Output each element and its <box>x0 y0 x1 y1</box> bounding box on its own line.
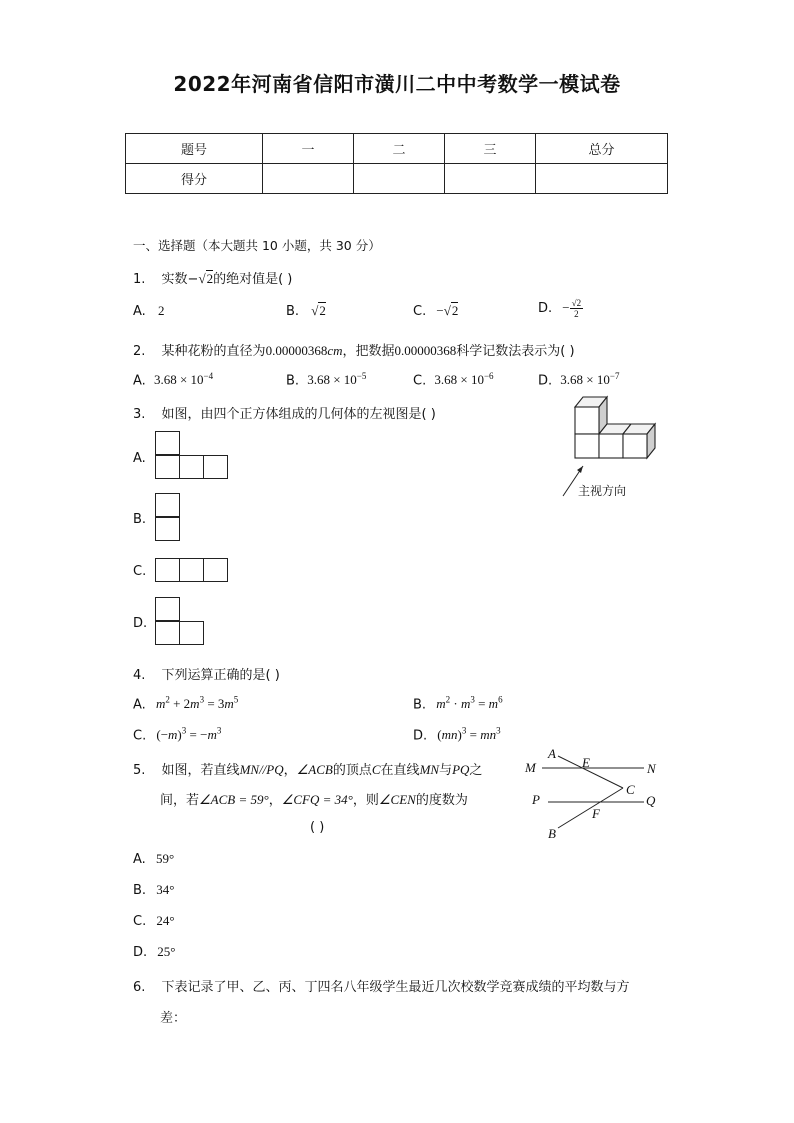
question-4 <box>133 664 280 683</box>
option-value: 3.68 × 10 <box>560 372 610 388</box>
label-m: M <box>525 760 536 775</box>
q2-option-a[interactable] <box>133 371 213 388</box>
question-text: 如图，若直线 <box>161 763 240 778</box>
option-label: A. <box>133 373 146 389</box>
q5-option-a[interactable] <box>133 851 174 867</box>
math-expr: MN//PQ <box>239 762 284 777</box>
math-expr: ∠CFQ = 34° <box>281 792 353 807</box>
option-value: 3.68 × 10 <box>307 372 357 388</box>
q2-option-c[interactable] <box>413 371 494 388</box>
q3-option-b-label[interactable]: B. <box>133 512 147 527</box>
option-label: C. <box>133 728 147 744</box>
q3-option-b-figure[interactable] <box>155 493 185 543</box>
question-text: ，把数据 <box>342 344 395 359</box>
score-header-cell: 三 <box>445 134 536 164</box>
q4-option-b[interactable]: B. $m^2 \cdot m^3 = m^6$ <box>413 695 503 713</box>
option-value: 2 <box>157 303 165 318</box>
option-label: B. <box>286 373 300 389</box>
question-number: 6. <box>133 980 146 995</box>
q2-option-b[interactable] <box>286 371 366 388</box>
question-6-line-1 <box>133 976 630 995</box>
question-5-line-2 <box>160 789 468 808</box>
option-label: D. <box>133 945 148 960</box>
exponent: −7 <box>609 371 620 381</box>
q3-option-d-figure[interactable] <box>155 597 210 647</box>
fraction-numerator: √2 <box>571 298 582 308</box>
q1-option-d[interactable] <box>538 298 583 319</box>
question-text: ， <box>283 763 297 778</box>
question-number: 1. <box>133 272 146 287</box>
option-value: 24° <box>156 913 175 928</box>
radicand: 2 <box>206 271 214 286</box>
score-header-cell: 一 <box>263 134 354 164</box>
label-a: A <box>548 746 556 761</box>
option-label: A. <box>133 852 146 867</box>
question-text: 与 <box>439 763 453 778</box>
cube-front-face <box>623 434 647 458</box>
option-label: C. <box>413 373 427 389</box>
label-p: P <box>532 792 540 807</box>
q3-option-d-label[interactable]: D. <box>133 616 148 631</box>
score-cell[interactable] <box>445 164 536 194</box>
label-e: E <box>582 755 590 770</box>
score-row-label: 得分 <box>126 164 263 194</box>
q4-option-c[interactable]: C. $(-m)^3 = -m^3$ <box>133 726 222 744</box>
question-text: 在直线 <box>380 763 420 778</box>
score-header-cell: 总分 <box>536 134 668 164</box>
segment-cb <box>558 788 623 828</box>
math-expr: ∠CEN <box>378 792 416 807</box>
q4-option-d[interactable]: D. $(mn)^3 = mn^3$ <box>413 726 501 744</box>
fraction-denominator: 2 <box>574 309 579 319</box>
view-direction-label: 主视方向 <box>578 484 627 498</box>
number: 0.00000368 <box>265 343 328 358</box>
option-label: D. <box>538 373 553 389</box>
segment-ac <box>558 756 623 788</box>
cube-front-face <box>599 434 623 458</box>
question-text: 如图，由四个正方体组成的几何体的左视图是( ) <box>161 407 436 422</box>
option-value: 59° <box>155 851 175 866</box>
q1-option-c[interactable]: C. −√2 <box>413 303 459 319</box>
question-text: 之 <box>469 763 483 778</box>
question-text: 科学记数法表示为( ) <box>456 344 575 359</box>
q1-option-a[interactable] <box>133 303 164 319</box>
option-value: 34° <box>156 882 175 897</box>
option-label: D. <box>538 301 553 316</box>
cube-front-face <box>575 407 599 434</box>
exponent: −5 <box>356 371 367 381</box>
question-3 <box>133 403 436 422</box>
question-6-line-2: 差： <box>160 1011 187 1026</box>
question-text: ， <box>268 793 282 808</box>
option-label: B. <box>286 304 300 319</box>
score-header-cell: 二 <box>354 134 445 164</box>
option-label: C. <box>413 304 427 319</box>
question-text: 下列运算正确的是( ) <box>161 668 280 683</box>
question-1: 1. 实数−√2的绝对值是( ) <box>133 271 293 287</box>
option-label: B. <box>133 883 147 898</box>
q2-option-d[interactable] <box>538 371 619 388</box>
option-value: 25° <box>157 944 176 959</box>
label-c: C <box>626 782 635 797</box>
question-number: 4. <box>133 668 146 683</box>
math-expr: MN <box>419 762 440 777</box>
score-cell[interactable] <box>354 164 445 194</box>
math-expr: C <box>371 762 381 777</box>
option-label: C. <box>133 914 147 929</box>
question-text: 的绝对值是( ) <box>213 272 293 287</box>
option-sign: − <box>562 300 570 315</box>
q3-option-a-label[interactable]: A. <box>133 451 146 466</box>
page-title: 2022年河南省信阳市潢川二中中考数学一模试卷 <box>173 72 621 96</box>
option-sign: − <box>436 303 444 318</box>
question-number: 5. <box>133 763 146 778</box>
option-value: 3.68 × 10 <box>153 372 204 388</box>
exponent: −6 <box>483 371 494 381</box>
label-n: N <box>647 761 656 776</box>
q5-option-b[interactable] <box>133 882 174 898</box>
q3-option-c-figure[interactable] <box>155 558 235 584</box>
label-f: F <box>592 806 600 821</box>
cube-front-face <box>575 434 599 458</box>
unit: cm <box>327 343 343 358</box>
q3-option-c-label[interactable]: C. <box>133 564 147 579</box>
score-cell[interactable] <box>263 164 354 194</box>
score-header-cell: 题号 <box>126 134 263 164</box>
question-text: 下表记录了甲、乙、丙、丁四名八年级学生最近几次校数学竞赛成绩的平均数与方 <box>161 980 630 995</box>
score-table-row <box>126 164 668 194</box>
math-expr: ∠ACB = 59° <box>199 792 269 807</box>
question-text: 的度数为 <box>415 793 468 808</box>
q3-option-a-figure[interactable] <box>155 431 235 481</box>
question-number: 3. <box>133 407 146 422</box>
question-2 <box>133 340 575 359</box>
radicand: 2 <box>319 303 326 318</box>
exponent: −4 <box>203 371 214 381</box>
parallel-lines-figure <box>520 745 665 840</box>
question-5-line-1 <box>133 759 482 778</box>
question-text: 的顶点 <box>332 763 372 778</box>
score-table-header-row <box>126 134 668 164</box>
question-text: 间，若 <box>160 793 200 808</box>
q1-option-b[interactable]: B. √2 <box>286 303 326 319</box>
question-number: 2. <box>133 344 146 359</box>
q5-option-d[interactable] <box>133 944 176 960</box>
math-expr: PQ <box>452 762 470 777</box>
q5-option-c[interactable] <box>133 913 175 929</box>
math-expr: ∠ACB <box>296 762 333 777</box>
option-label: A. <box>133 304 146 319</box>
option-label: B. <box>413 697 427 713</box>
score-cell[interactable] <box>536 164 668 194</box>
option-value: 3.68 × 10 <box>434 372 484 388</box>
score-table <box>125 133 668 194</box>
label-q: Q <box>646 793 656 808</box>
question-text: 某种花粉的直径为 <box>161 344 266 359</box>
answer-paren: ( ) <box>310 820 325 835</box>
label-b: B <box>548 826 556 840</box>
question-text: ，则 <box>352 793 379 808</box>
arrow-head <box>577 466 583 473</box>
radicand: 2 <box>451 303 459 318</box>
q4-option-a[interactable]: A. $m^2 + 2m^3 = 3m^5$ <box>133 695 239 713</box>
section-heading: 一、选择题（本大题共 10 小题，共 30 分） <box>133 238 381 253</box>
question-text: 实数− <box>161 272 199 287</box>
option-label: D. <box>413 728 428 744</box>
number: 0.00000368 <box>394 343 457 358</box>
option-label: A. <box>133 697 146 713</box>
